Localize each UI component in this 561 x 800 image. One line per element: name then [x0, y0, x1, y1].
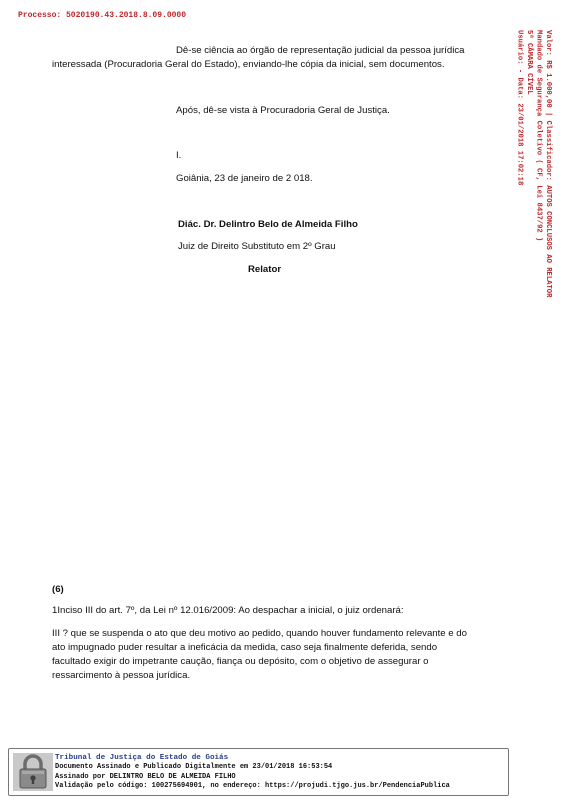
- side-metadata: [514, 30, 552, 297]
- side-user-line: Usuário: - Data: 23/01/2018 17:02:18: [515, 30, 524, 186]
- footnote-line-2: III ? que se suspenda o ato que deu motivo ao pedido, quando houver fundamento relevante e do: [52, 628, 467, 639]
- paragraph-2: Após, dê-se vista à Procuradoria Geral de Justiça.: [176, 105, 390, 116]
- footnote-line-1: 1Inciso III do art. 7º, da Lei nº 12.016/2009: Ao despachar a inicial, o juiz ordenará:: [52, 605, 404, 616]
- process-number: Processo: 5020190.43.2018.8.09.0000: [18, 11, 187, 20]
- signed-published-line: Documento Assinado e Publicado Digitalmente em 23/01/2018 16:53:54: [55, 763, 333, 772]
- validation-line: Validação pelo código: 100275694901, no endereço: https://projudi.tjgo.jus.br/PendenciaPublica: [55, 781, 450, 790]
- court-name: Tribunal de Justiça do Estado de Goiás: [55, 754, 229, 762]
- side-action-line: Mandado de Segurança Coletivo ( CF, Lei 8437/92 ): [534, 30, 543, 242]
- paragraph-1-line-2: interessada (Procuradoria Geral do Estado), enviando-lhe cópia da inicial, sem documentos.: [52, 59, 445, 70]
- signer-title: Relator: [248, 264, 282, 275]
- footnote-marker: (6): [52, 584, 64, 595]
- footnote-line-4: facultado exigir do impetrante caução, fiança ou depósito, com o objetivo de assegurar o: [52, 656, 429, 667]
- signature-details: [55, 754, 450, 791]
- footnote-line-3: ato impugnado puder resultar a ineficácia da medida, caso seja finalmente deferida, sendo: [52, 642, 438, 653]
- digital-signature-box: [8, 748, 509, 796]
- item-i: I.: [176, 150, 182, 161]
- paragraph-1-line-1: Dê-se ciência ao órgão de representação judicial da pessoa jurídica: [176, 45, 465, 56]
- lock-icon: [13, 753, 53, 791]
- signed-by-line: Assinado por DELINTRO BELO DE ALMEIDA FILHO: [55, 772, 236, 781]
- side-chamber-line: 5ª CÂMARA CÍVEL: [525, 30, 533, 95]
- footnote-line-5: ressarcimento à pessoa jurídica.: [52, 670, 191, 681]
- side-value-line: Valor: R$ 1.000,00 | Classificador: AUTOS CONCLUSOS AO RELATOR: [544, 30, 552, 298]
- signer-role: Juiz de Direito Substituto em 2º Grau: [178, 241, 336, 252]
- place-date: Goiânia, 23 de janeiro de 2 018.: [176, 173, 313, 184]
- signer-name: Diác. Dr. Delintro Belo de Almeida Filho: [178, 219, 358, 230]
